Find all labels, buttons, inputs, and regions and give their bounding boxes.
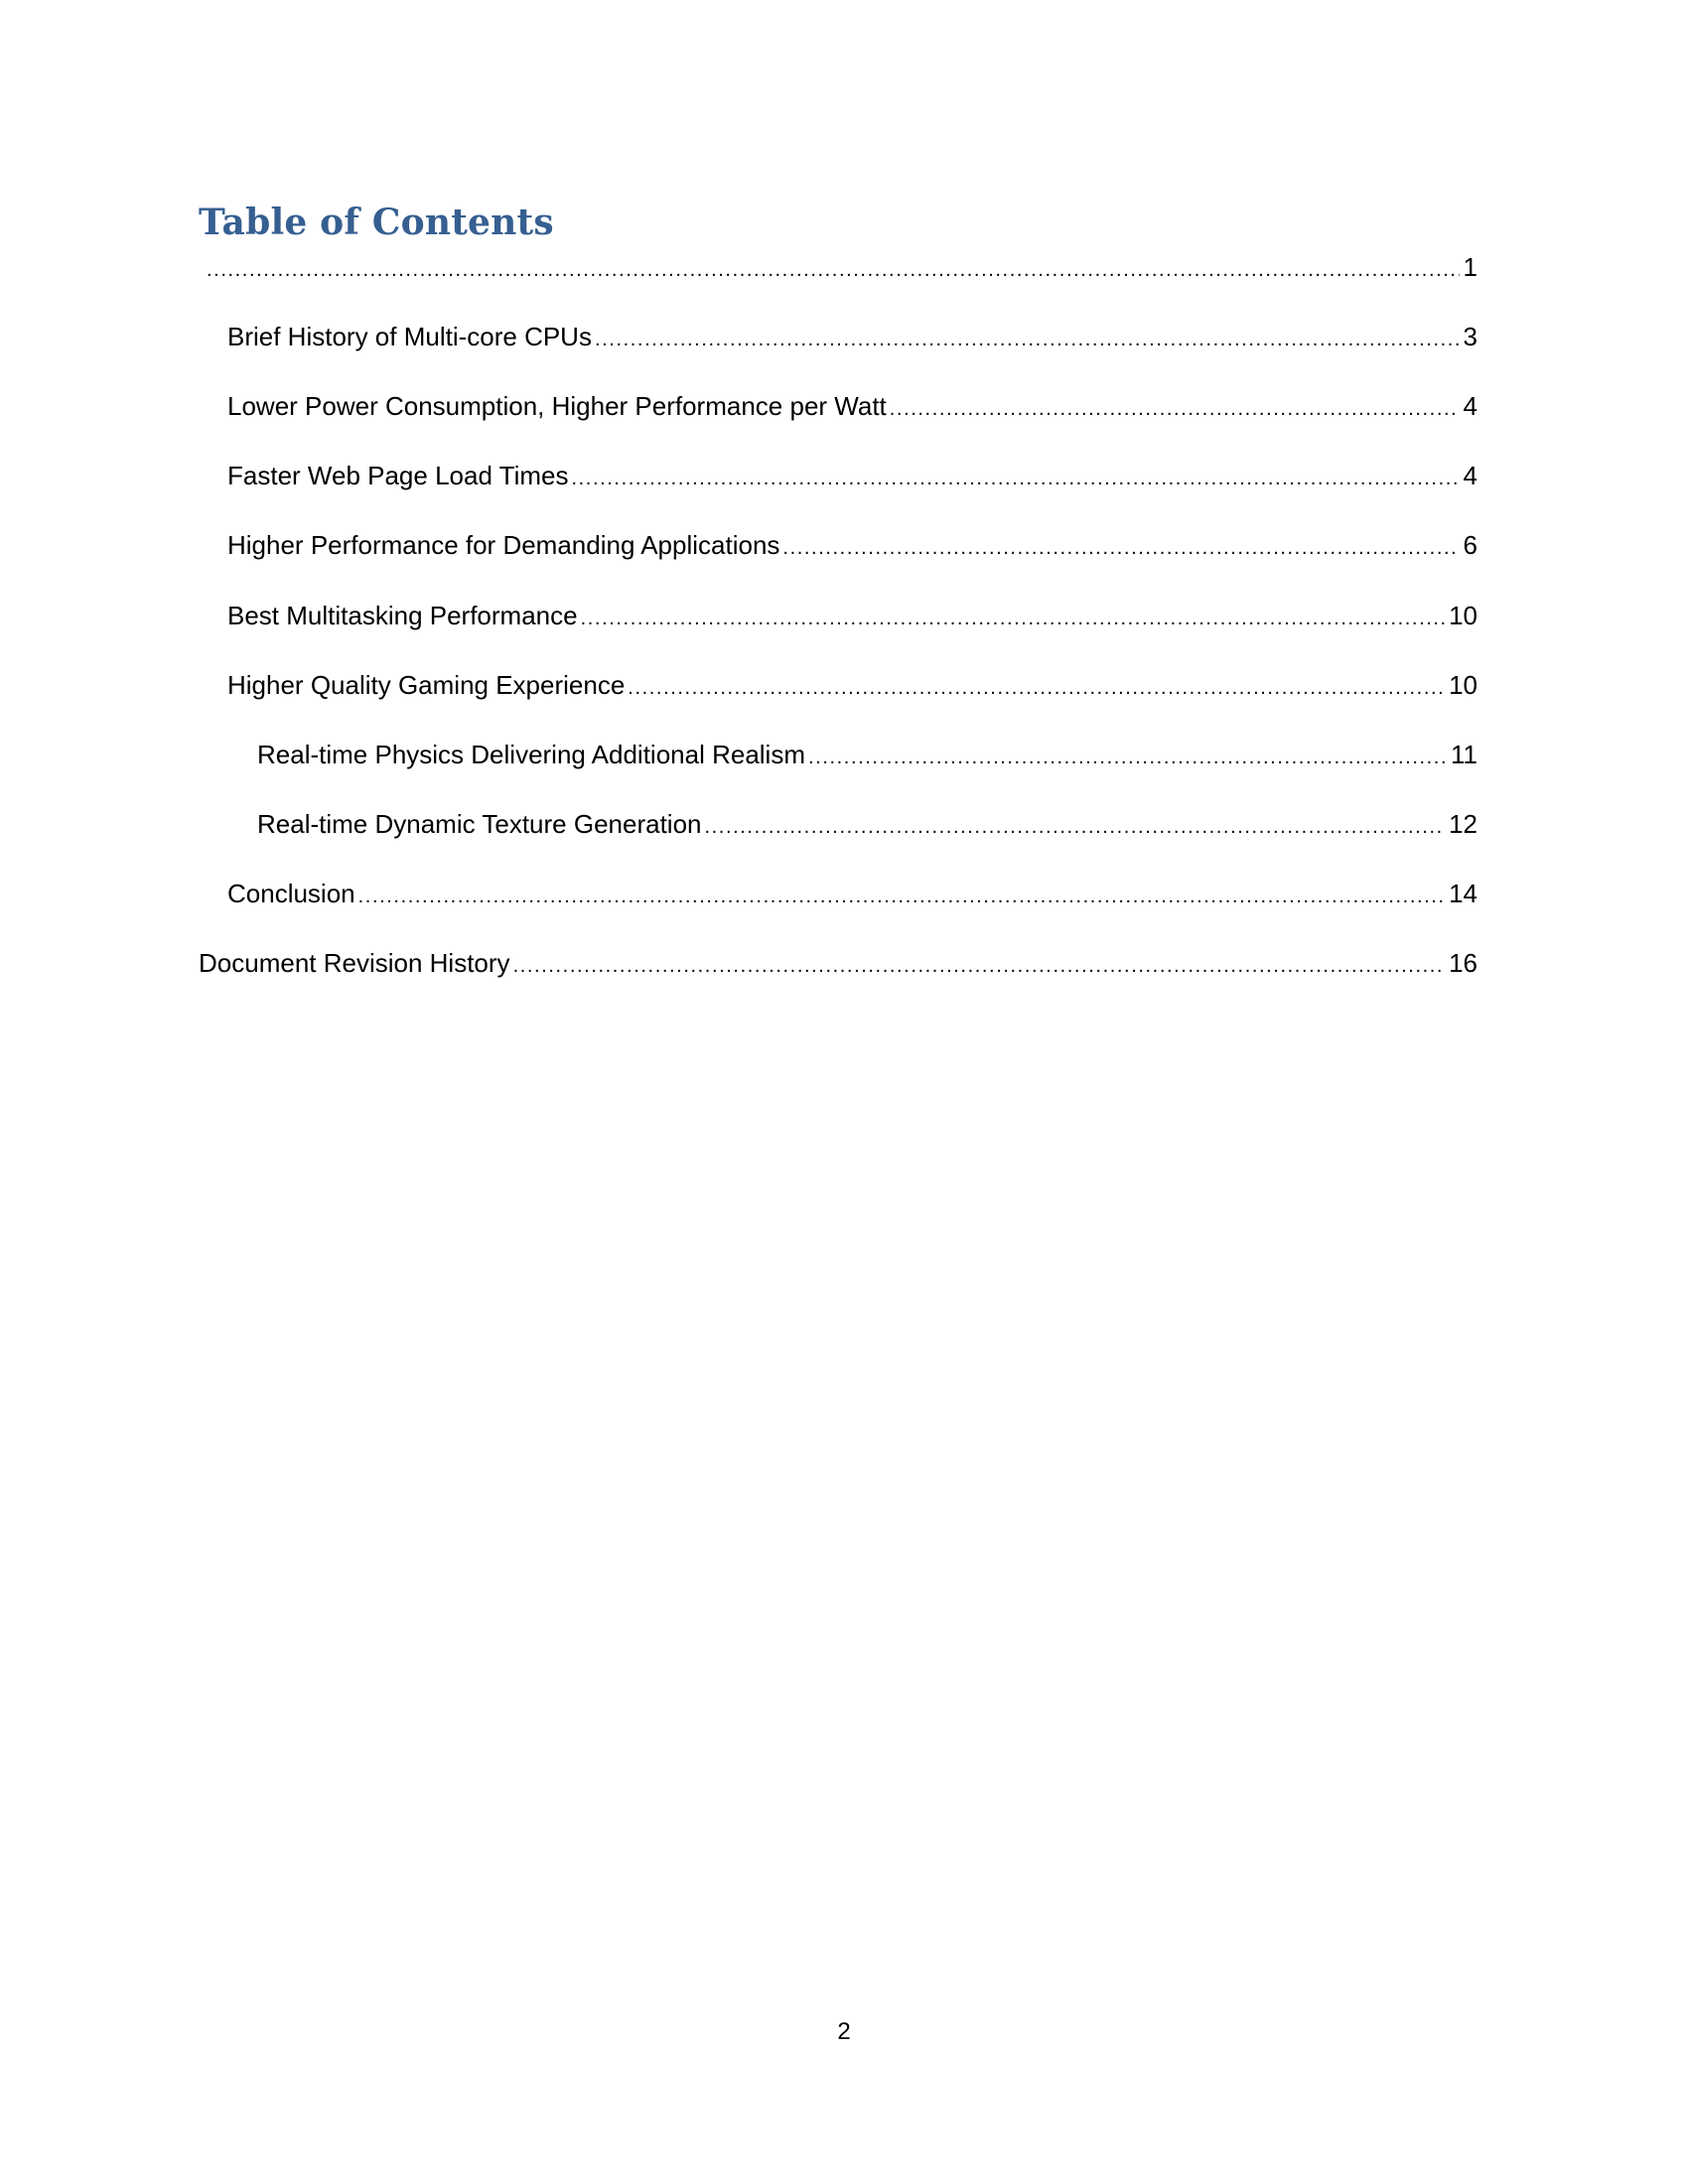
toc-entry[interactable] [227,876,1477,914]
toc-entry-page-number: 10 [1449,601,1477,630]
toc-entry-page-number: 14 [1449,879,1477,908]
toc-entry-page-number: 4 [1463,461,1477,490]
toc-entry[interactable] [227,598,1477,636]
toc-entry-label: Conclusion [227,879,355,908]
toc-entry-page-number: 6 [1463,530,1477,560]
toc-dot-leader [808,740,1447,775]
toc-dot-leader [513,948,1446,984]
toc-entry[interactable] [227,667,1477,706]
toc-entry-page-number: 12 [1449,809,1477,839]
toc-entry-label: Higher Quality Gaming Experience [227,670,626,700]
toc-entry[interactable] [204,249,1477,288]
toc-entry-label: Higher Performance for Demanding Applications [227,530,780,560]
toc-dot-leader [595,322,1460,357]
toc-entry-label: Document Revision History [199,948,510,978]
page-number: 2 [837,2018,851,2045]
toc-entry-label: Brief History of Multi-core CPUs [227,322,592,351]
toc-dot-leader [207,252,1460,288]
toc-entry-page-number: 3 [1463,322,1477,351]
toc-entry-label: Real-time Dynamic Texture Generation [257,809,702,839]
toc-dot-leader [628,670,1445,706]
toc-entry-page-number: 11 [1451,740,1477,769]
toc-entry-label: Faster Web Page Load Times [227,461,569,490]
toc-entry-page-number: 1 [1463,252,1477,282]
toc-entry[interactable] [227,458,1477,496]
toc-entry[interactable] [199,945,1477,984]
toc-entry-label: Real-time Physics Delivering Additional Realism [257,740,805,769]
toc-dot-leader [581,601,1445,636]
toc-entry-label: Best Multitasking Performance [227,601,578,630]
toc-entry-page-number: 10 [1449,670,1477,700]
toc-entry[interactable] [257,737,1477,775]
toc-entry[interactable] [227,388,1477,427]
toc-entry[interactable] [257,806,1477,845]
toc-heading: Table of Contents [199,202,554,243]
toc-entry-page-number: 16 [1449,948,1477,978]
toc-entry[interactable] [227,527,1477,566]
toc-dot-leader [358,879,1445,914]
toc-entry-page-number: 4 [1463,391,1477,421]
toc-entry[interactable] [227,319,1477,357]
toc-dot-leader [890,391,1460,427]
toc-entry-label: Lower Power Consumption, Higher Performance per Watt [227,391,887,421]
toc-dot-leader [571,461,1459,496]
toc-dot-leader [704,809,1445,845]
toc-dot-leader [782,530,1459,566]
